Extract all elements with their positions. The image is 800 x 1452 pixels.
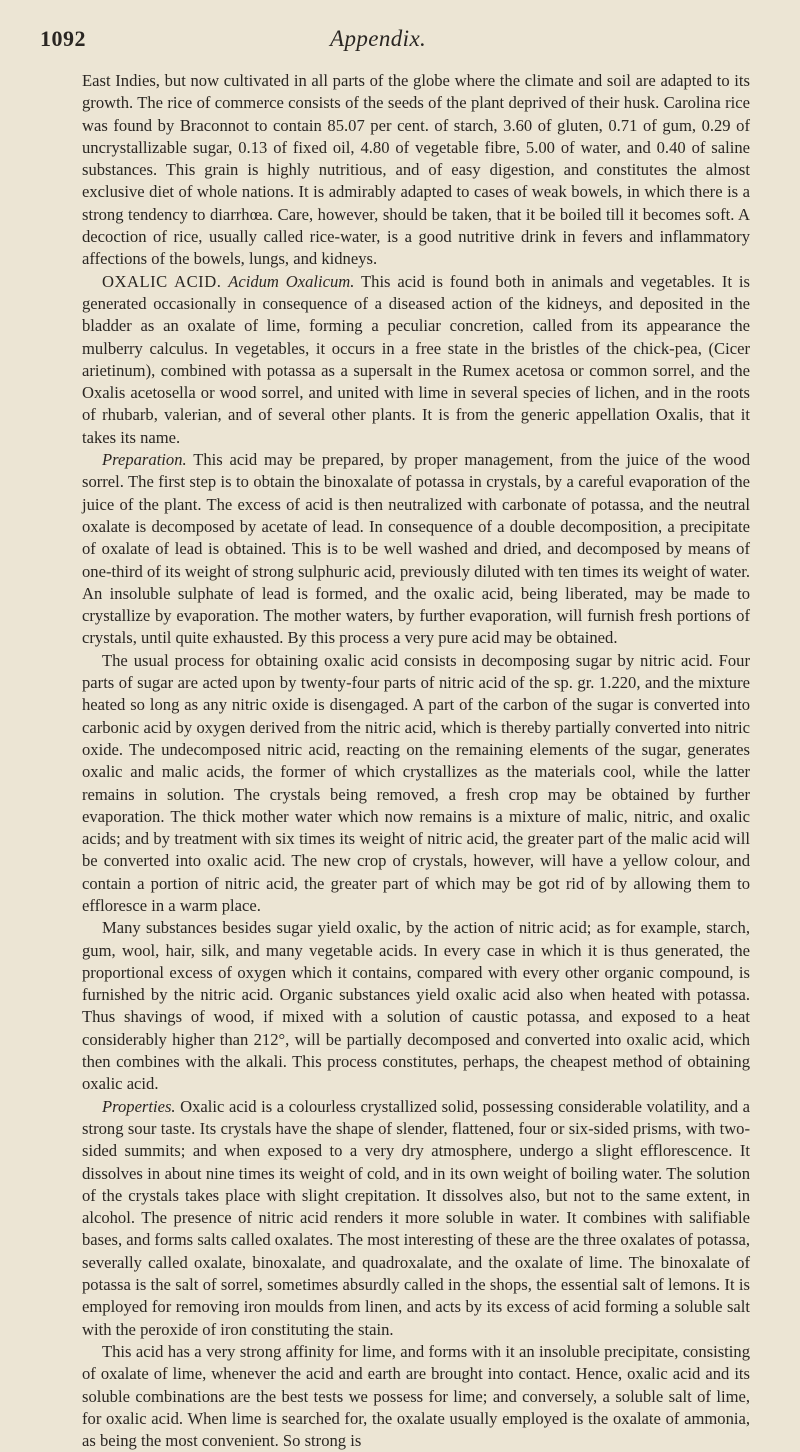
paragraph-text: East Indies, but now cultivated in all parts of the globe where the climate and soil are adapted to its growth. The rice of commerce consists of the seeds of the plant deprived of their husk. Carolina rice was found by Braconnot to contain 85.07 per cent. of starch, 3.60 of gluten, 0.71 of gum, 0.29 of uncrystallizable sugar, 0.13 of fixed oil, 4.80 of vegetable fibre, 5.00 of water, and 0.40 of saline substances. This grain is highly nutritious, and of easy digestion, and constitutes the almost exclusive diet of whole nations. It is admirably adapted to cases of weak bowels, in which there is a strong tendency to diarrhœa. Care, however, should be taken, that it be boiled till it becomes soft. A decoction of rice, usually called rice-water, is a good nutritive drink in fevers and inflammatory affections of the bowels, lungs, and kidneys.	[82, 71, 750, 269]
paragraph-text: Oxalic acid is a colourless crystallized solid, possessing considerable volatility, and a strong sour taste. Its crystals have the shape of slender, flattened, four or six-sided prisms, with two-sided summits; and when exposed to a very dry atmosphere, undergo a slight efflorescence. It dissolves in about nine times its weight of cold, and in its own weight of boiling water. The solution of the crystals takes place with slight crepitation. It dissolves also, but not to the same extent, in alcohol. The presence of nitric acid renders it more soluble in water. It combines with salifiable bases, and forms salts called oxalates. The most interesting of these are the three oxalates of potassa, severally called oxalate, binoxalate, and quadroxalate, and the oxalate of lime. The binoxalate of potassa is the salt of sorrel, sometimes absurdly called in the shops, the essential salt of lemons. It is employed for removing iron moulds from linen, and acts by its excess of acid forming a soluble salt with the peroxide of iron constituting the stain.	[82, 1096, 750, 1339]
body-text	[82, 70, 750, 1452]
paragraph-text: The usual process for obtaining oxalic acid consists in decomposing sugar by nitric acid. Four parts of sugar are acted upon by twenty-four parts of nitric acid of the sp. gr. 1.220, and the mixture heated so long as any nitric oxide is disengaged. A part of the carbon of the sugar is converted into carbonic acid by oxygen derived from the nitric acid, which is thereby partially converted into nitric oxide. The undecomposed nitric acid, reacting on the remaining elements of the sugar, generates oxalic and malic acids, the former of which crystallizes as the materials cool, while the latter remains in solution. The crystals being removed, a fresh crop may be obtained by further evaporation. The thick mother water which now remains is a mixture of malic, nitric, and oxalic acids; and by treatment with six times its weight of nitric acid, the greater part of the malic acid will be converted into oxalic acid. The new crop of crystals, however, will have a yellow colour, and contain a portion of nitric acid, the greater part of which may be got rid of by allowing them to effloresce in a warm place.	[82, 650, 750, 915]
paragraph-many-substances	[82, 917, 750, 1095]
latin-name: Acidum Oxalicum.	[228, 271, 355, 291]
paragraph-usual-process	[82, 650, 750, 918]
subsection-heading: Properties.	[102, 1096, 176, 1116]
paragraph-text: This acid may be prepared, by proper management, from the juice of the wood sorrel. The first step is to obtain the binoxalate of potassa in crystals, by a careful evaporation of the juice of the plant. The excess of acid is then neutralized with carbonate of potassa, and the neutral oxalate is decomposed by acetate of lead. In consequence of a double decomposition, a precipitate of oxalate of lead is obtained. This is to be well washed and dried, and decomposed by means of one-third of its weight of strong sulphuric acid, previously diluted with ten times its weight of water. An insoluble sulphate of lead is formed, and the oxalic acid, being liberated, may be made to crystallize by evaporation. The mother waters, by further evaporation, will furnish fresh portions of crystals, until quite exhausted. By this process a very pure acid may be obtained.	[82, 450, 750, 648]
paragraph-text: This acid has a very strong affinity for lime, and forms with it an insoluble precipitate, consisting of oxalate of lime, whenever the acid and earth are brought into contact. Hence, oxalic acid and its soluble combinations are the best tests we possess for lime; and conversely, a soluble salt of lime, for oxalic acid. When lime is searched for, the oxalate usually employed is the oxalate of ammonia, as being the most convenient. So strong is	[82, 1341, 750, 1451]
paragraph-text: This acid is found both in animals and vegetables. It is generated occasionally in consequence of a diseased action of the kidneys, and deposited in the bladder as an oxalate of lime, forming a peculiar concretion, called from its appearance the mulberry calculus. In vegetables, it occurs in a free state in the bristles of the chick-pea, (Cicer arietinum), combined with potassa as a supersalt in the Rumex acetosa or common sorrel, and the Oxalis acetosella or wood sorrel, and united with lime in several species of lichen, and in the roots of rhubarb, valerian, and of several other plants. It is from the generic appellation Oxalis, that it takes its name.	[82, 271, 750, 447]
paragraph-oxalic-acid	[82, 271, 750, 449]
paragraph-preparation	[82, 449, 750, 650]
subsection-heading: Preparation.	[102, 450, 187, 470]
paragraph-text: Many substances besides sugar yield oxalic, by the action of nitric acid; as for example, starch, gum, wool, hair, silk, and many vegetable acids. In every case in which it is thus generated, the proportional excess of oxygen which it contains, compared with every other organic compound, is furnished by the nitric acid. Organic substances yield oxalic acid also when heated with potassa. Thus shavings of wood, if mixed with a solution of caustic potassa, and exposed to a heat considerably higher than 212°, will be partially decomposed and converted into oxalic acid, which then combines with the alkali. This process constitutes, perhaps, the cheapest method of obtaining oxalic acid.	[82, 918, 750, 1094]
page-header	[40, 26, 760, 60]
paragraph-affinity	[82, 1341, 750, 1452]
page-number: 1092	[40, 26, 86, 51]
section-heading: OXALIC ACID.	[102, 271, 222, 291]
paragraph-rice	[82, 70, 750, 271]
paragraph-properties	[82, 1096, 750, 1341]
running-head: Appendix.	[330, 26, 427, 51]
